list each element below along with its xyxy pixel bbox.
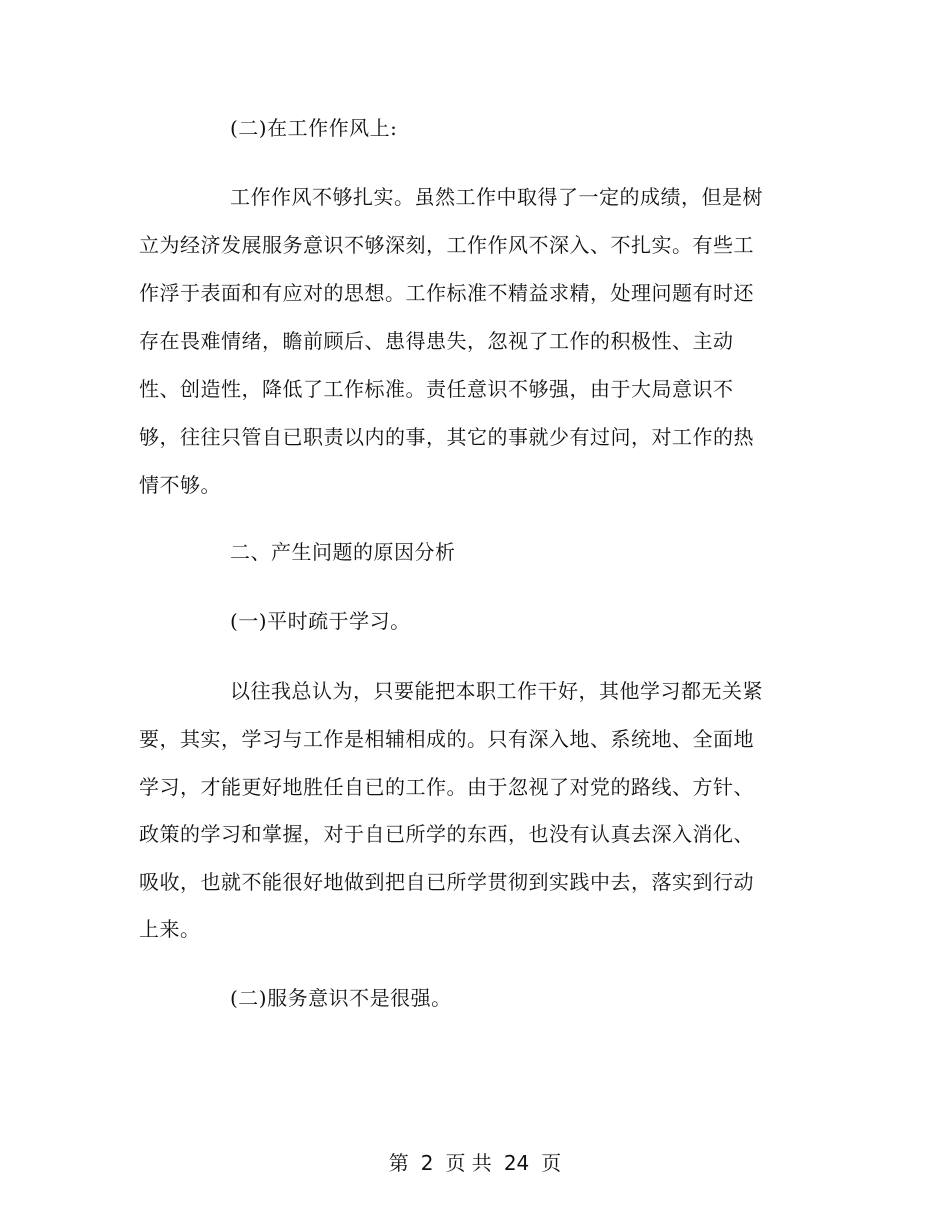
cause-heading-study: (一)平时疏于学习。 xyxy=(230,609,411,633)
footer-total-pages: 24 xyxy=(503,1151,530,1175)
part-heading-cause-analysis: 二、产生问题的原因分析 xyxy=(230,540,456,564)
paragraph-line: 吸收，也就不能很好地做到把自已所学贯彻到实践中去，落实到行动 xyxy=(139,870,754,894)
footer-page-number: 2 xyxy=(420,1151,434,1175)
page-footer xyxy=(0,1151,950,1175)
footer-page-prefix: 第 xyxy=(388,1151,409,1175)
footer-page-mid: 页 共 xyxy=(445,1151,492,1175)
paragraph-line: 上来。 xyxy=(139,917,201,941)
paragraph-line: 要，其实，学习与工作是相辅相成的。只有深入地、系统地、全面地 xyxy=(139,727,754,751)
section-heading-work-style: (二)在工作作风上: xyxy=(230,116,398,140)
paragraph-line: 立为经济发展服务意识不够深刻，工作作风不深入、不扎实。有些工 xyxy=(139,233,754,257)
cause-heading-service: (二)服务意识不是很强。 xyxy=(230,986,452,1010)
paragraph-line: 够，往往只管自已职责以内的事，其它的事就少有过问，对工作的热 xyxy=(139,425,754,449)
paragraph-line: 作浮于表面和有应对的思想。工作标准不精益求精，处理问题有时还 xyxy=(139,281,754,305)
footer-page-suffix: 页 xyxy=(541,1151,562,1175)
paragraph-line: 性、创造性，降低了工作标准。责任意识不够强，由于大局意识不 xyxy=(139,377,734,401)
paragraph-line: 情不够。 xyxy=(139,473,221,497)
paragraph-line: 学习，才能更好地胜任自已的工作。由于忽视了对党的路线、方针、 xyxy=(139,775,754,799)
paragraph-line: 政策的学习和掌握，对于自已所学的东西，也没有认真去深入消化、 xyxy=(139,822,754,846)
paragraph-line: 工作作风不够扎实。虽然工作中取得了一定的成绩，但是树 xyxy=(230,185,763,209)
paragraph-line: 以往我总认为，只要能把本职工作干好，其他学习都无关紧 xyxy=(230,679,763,703)
paragraph-line: 存在畏难情绪，瞻前顾后、患得患失，忽视了工作的积极性、主动 xyxy=(139,329,734,353)
